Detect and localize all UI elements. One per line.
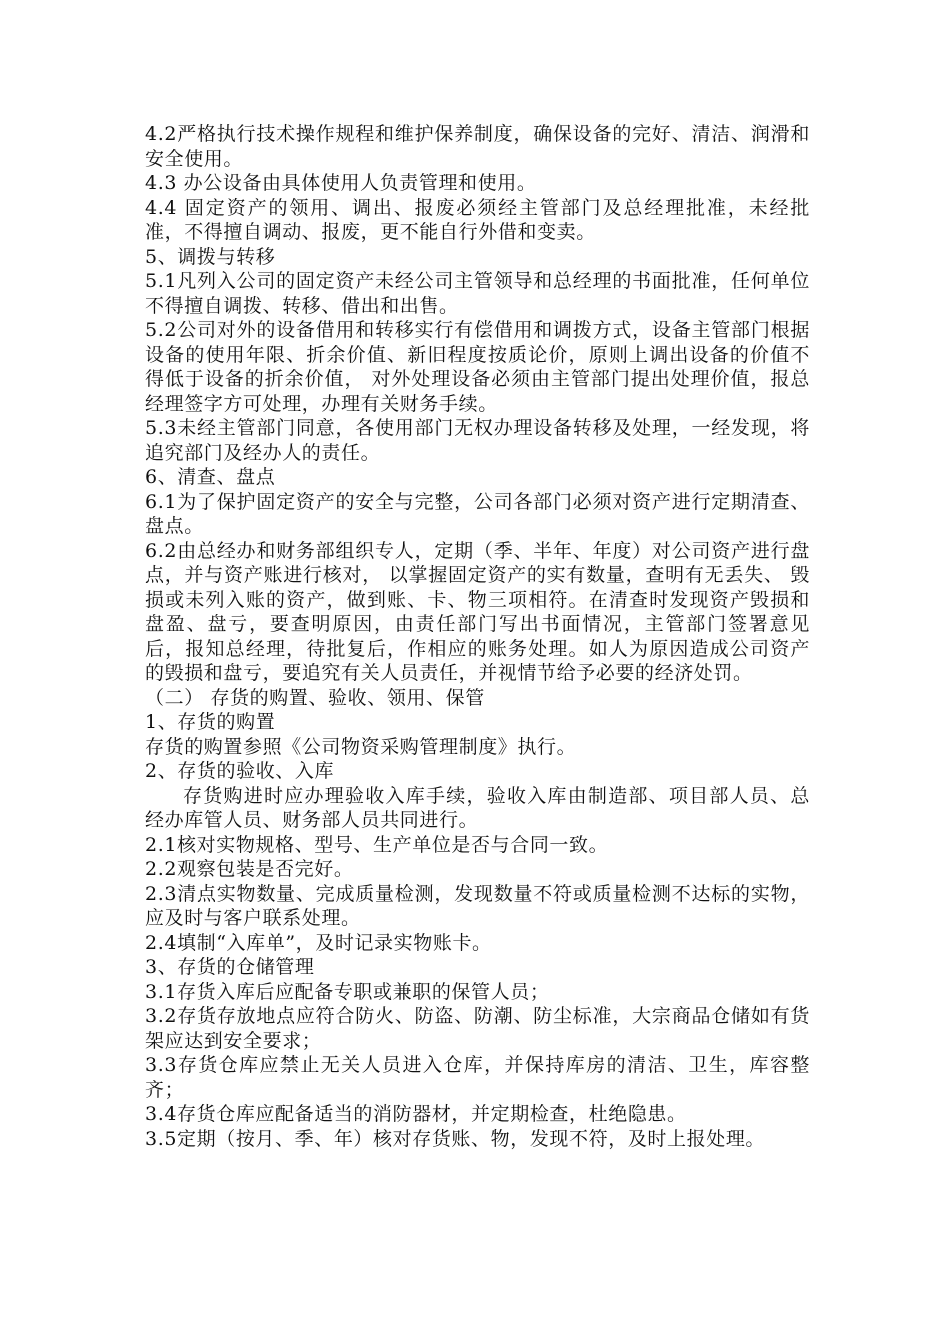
paragraph-4-4: 4.4 固定资产的领用、调出、报废必须经主管部门及总经理批准，未经批准，不得擅自调动、报废，更不能自行外借和变卖。 [145, 196, 810, 243]
paragraph-6-2: 6.2由总经办和财务部组织专人，定期（季、半年、年度）对公司资产进行盘点，并与资产账进行核对， 以掌握固定资产的实有数量，查明有无丢失、 毁损或未列入账的资产，做到账、卡、物三项相符。在清查时发现资产毁损和盘盈、盘亏，要查明原因，由责任部门写出书面情况，主管部门签署意见后，报知总经理，待批复后，作相应的账务处理。如人为原因造成公司资产的毁损和盘亏，要追究有关人员责任，并视情节给予必要的经济处罚。 [145, 539, 810, 684]
section-heading-inventory-2: 2、存货的验收、入库 [145, 760, 335, 782]
paragraph-inventory-acceptance: 存货购进时应办理验收入库手续，验收入库由制造部、项目部人员、总经办库管人员、财务部人员共同进行。 [145, 784, 810, 831]
paragraph-4-3: 4.3 办公设备由具体使用人负责管理和使用。 [145, 172, 537, 194]
paragraph-2-1: 2.1核对实物规格、型号、生产单位是否与合同一致。 [145, 833, 609, 856]
paragraph-3-5: 3.5定期（按月、季、年）核对存货账、物，发现不符，及时上报处理。 [145, 1127, 766, 1150]
section-heading-6: 6、清查、盘点 [145, 466, 276, 488]
paragraph-5-1: 5.1凡列入公司的固定资产未经公司主管领导和总经理的书面批准，任何单位不得擅自调拨、转移、借出和出售。 [145, 270, 810, 317]
document-body [145, 122, 810, 1151]
section-heading-5: 5、调拨与转移 [145, 245, 276, 268]
paragraph-5-3: 5.3未经主管部门同意，各使用部门无权办理设备转移及处理，一经发现，将追究部门及经办人的责任。 [145, 417, 810, 464]
paragraph-3-2: 3.2存货存放地点应符合防火、防盗、防潮、防尘标准，大宗商品仓储如有货架应达到安全要求； [145, 1005, 810, 1052]
paragraph-3-4: 3.4存货仓库应配备适当的消防器材，并定期检查，杜绝隐患。 [145, 1103, 687, 1125]
section-heading-inventory-1: 1、存货的购置 [145, 711, 276, 733]
paragraph-inventory-purchase: 存货的购置参照《公司物资采购管理制度》执行。 [145, 735, 577, 758]
paragraph-4-2: 4.2严格执行技术操作规程和维护保养制度，确保设备的完好、清洁、润滑和安全使用。 [145, 123, 810, 170]
paragraph-2-4: 2.4填制“入库单”，及时记录实物账卡。 [145, 931, 492, 954]
paragraph-3-3: 3.3存货仓库应禁止无关人员进入仓库，并保持库房的清洁、卫生，库容整齐； [145, 1054, 810, 1101]
paragraph-5-2: 5.2公司对外的设备借用和转移实行有偿借用和调拨方式，设备主管部门根据设备的使用年限、折余价值、新旧程度按质论价，原则上调出设备的价值不得低于设备的折余价值， 对外处理设备必须由主管部门提出处理价值，报总经理签字方可处理，办理有关财务手续。 [145, 319, 810, 415]
paragraph-2-3: 2.3清点实物数量、完成质量检测，发现数量不符或质量检测不达标的实物，应及时与客户联系处理。 [145, 882, 810, 929]
paragraph-3-1: 3.1存货入库后应配备专职或兼职的保管人员； [145, 980, 550, 1003]
section-heading-inventory-3: 3、存货的仓储管理 [145, 956, 315, 978]
chapter-heading-2: （二） 存货的购置、验收、领用、保管 [145, 686, 485, 709]
paragraph-2-2: 2.2观察包装是否完好。 [145, 858, 354, 880]
paragraph-6-1: 6.1为了保护固定资产的安全与完整，公司各部门必须对资产进行定期清查、盘点。 [145, 490, 810, 537]
